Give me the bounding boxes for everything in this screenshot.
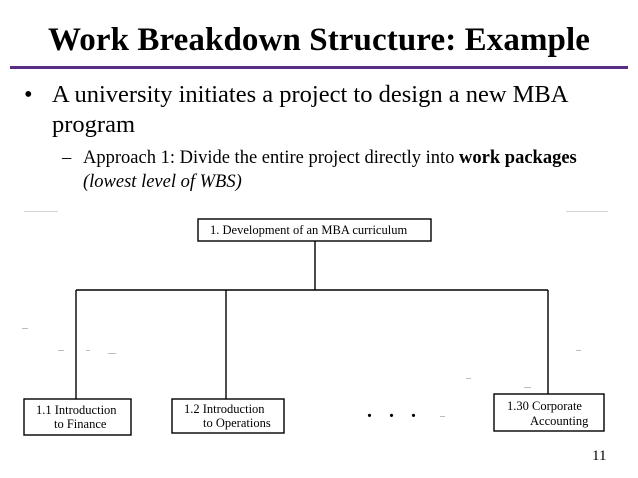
wbs-node-operations-line1: 1.2 Introduction [184, 402, 265, 416]
wbs-node-accounting-line1: 1.30 Corporate [507, 399, 582, 413]
sub-bullet-bold-term: work packages [459, 148, 577, 168]
wbs-node-finance-line1: 1.1 Introduction [36, 403, 117, 417]
main-bullet-text: A university initiates a project to design a new MBA program [52, 81, 568, 138]
sub-bullet-italic-note: (lowest level of WBS) [83, 172, 242, 192]
slide-title: Work Breakdown Structure: Example [47, 22, 590, 58]
wbs-ellipsis: . . . [367, 400, 422, 422]
sub-bullet-marker: – [62, 148, 72, 168]
wbs-node-operations-line2: to Operations [203, 416, 271, 430]
wbs-root-label: 1. Development of an MBA curriculum [210, 223, 408, 237]
wbs-node-finance-line2: to Finance [54, 417, 107, 431]
bullet-marker: • [24, 81, 33, 108]
page-number: 11 [592, 448, 607, 464]
sub-bullet-lead: Approach 1: Divide the entire project directly into [83, 148, 460, 168]
wbs-node-accounting-line2: Accounting [530, 414, 589, 428]
